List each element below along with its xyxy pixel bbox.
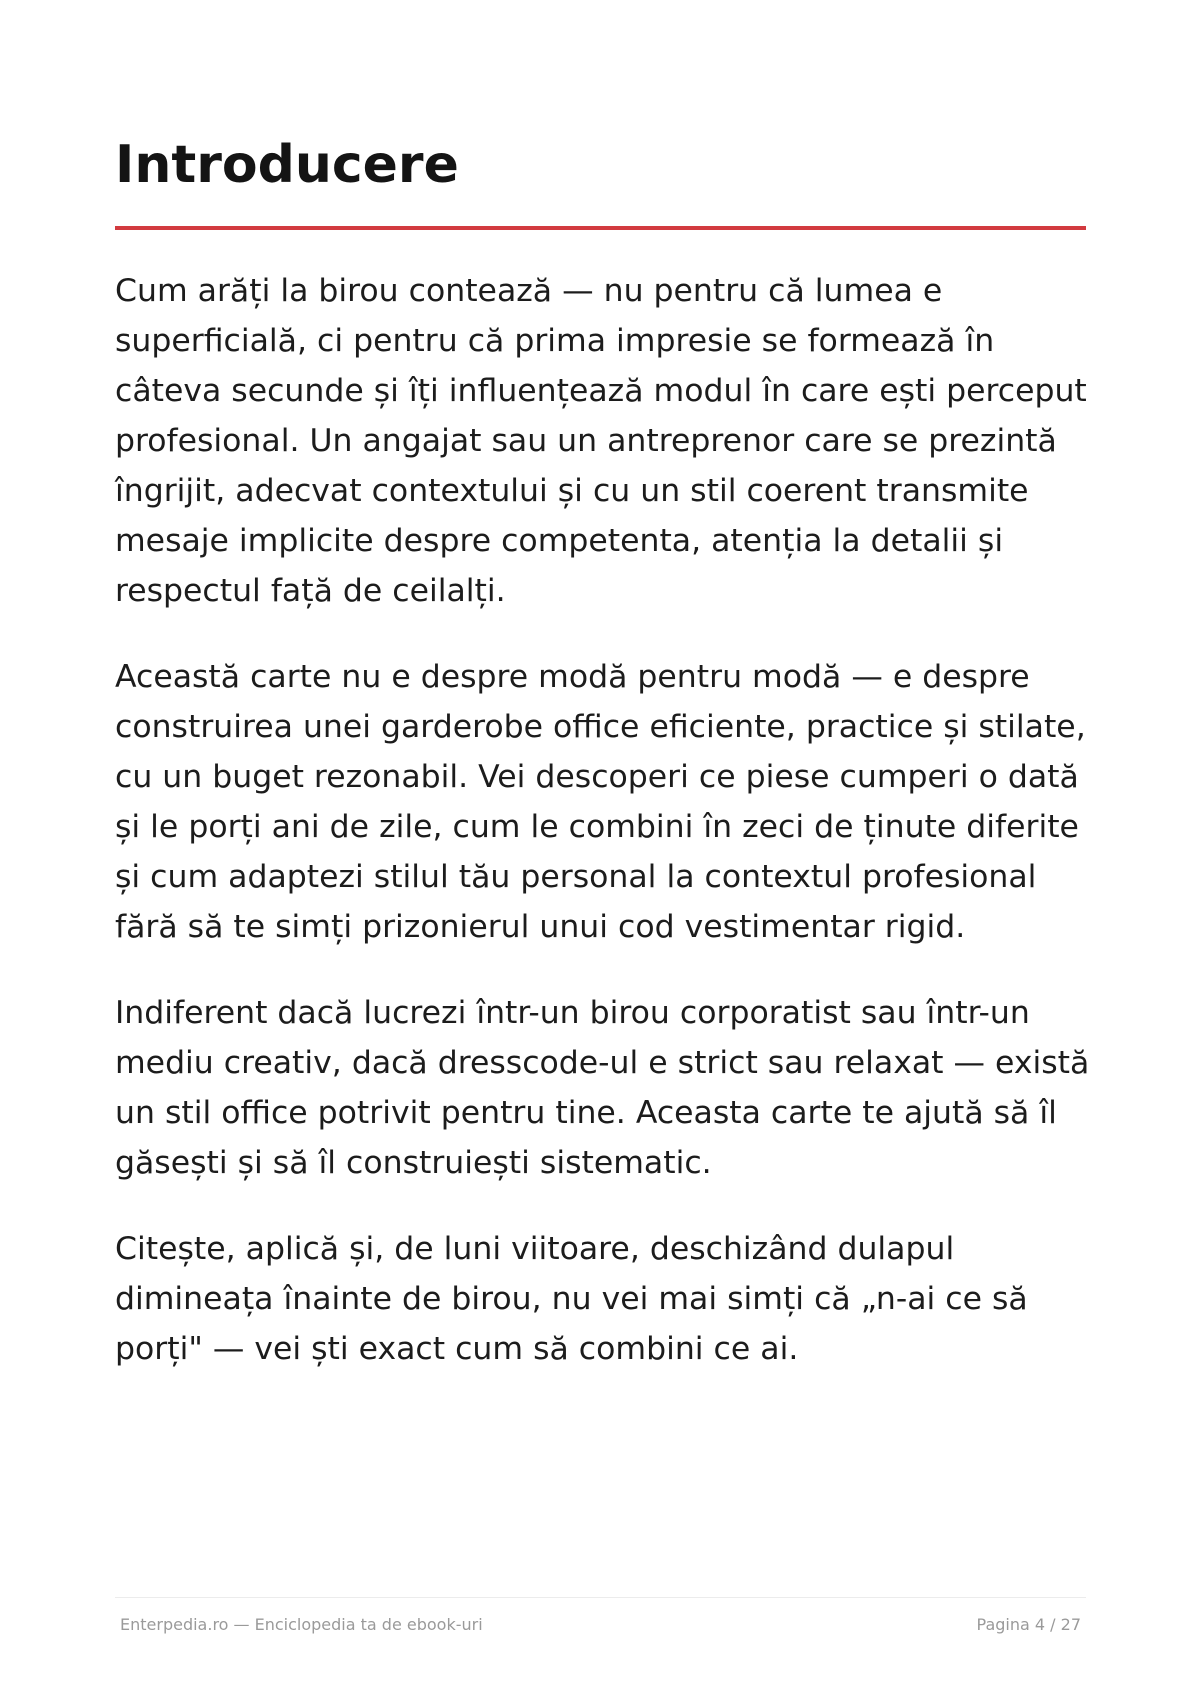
document-page bbox=[115, 0, 1090, 1683]
footer-divider bbox=[115, 1597, 1086, 1598]
footer-page-number: Pagina 4 / 27 bbox=[976, 1615, 1081, 1634]
paragraph-4: Citește, aplică și, de luni viitoare, deschizând dulapul dimineața înainte de birou, nu vei mai simți că „n-ai ce să porți" — vei ști exact cum să combini ce ai. bbox=[115, 1231, 1028, 1367]
paragraph-3: Indiferent dacă lucrezi într-un birou corporatist sau într-un mediu creativ, dacă dresscode-ul e strict sau relaxat — există un stil office potrivit pentru tine. Aceasta carte te ajută să îl găsești și să îl construiești sistematic. bbox=[115, 995, 1090, 1181]
footer-site-name: Enterpedia.ro — Enciclopedia ta de ebook-uri bbox=[120, 1615, 483, 1634]
title-underline bbox=[115, 226, 1086, 230]
paragraph-1: Cum arăți la birou contează — nu pentru că lumea e superficială, ci pentru că prima impresie se formează în câteva secunde și îți influențează modul în care ești perceput profesional. Un angajat sau un antreprenor care se prezintă îngrijit, adecvat contextului și cu un stil coerent transmite mesaje implicite despre competenta, atenția la detalii și respectul față de ceilalți. bbox=[115, 273, 1087, 609]
page-title: Introducere bbox=[115, 135, 459, 195]
body-text bbox=[115, 266, 1095, 1410]
paragraph-2: Această carte nu e despre modă pentru modă — e despre construirea unei garderobe office eficiente, practice și stilate, cu un buget rezonabil. Vei descoperi ce piese cumperi o dată și le porți ani de zile, cum le combini în zeci de ținute diferite și cum adaptezi stilul tău personal la contextul profesional fără să te simți prizonierul unui cod vestimentar rigid. bbox=[115, 659, 1086, 945]
